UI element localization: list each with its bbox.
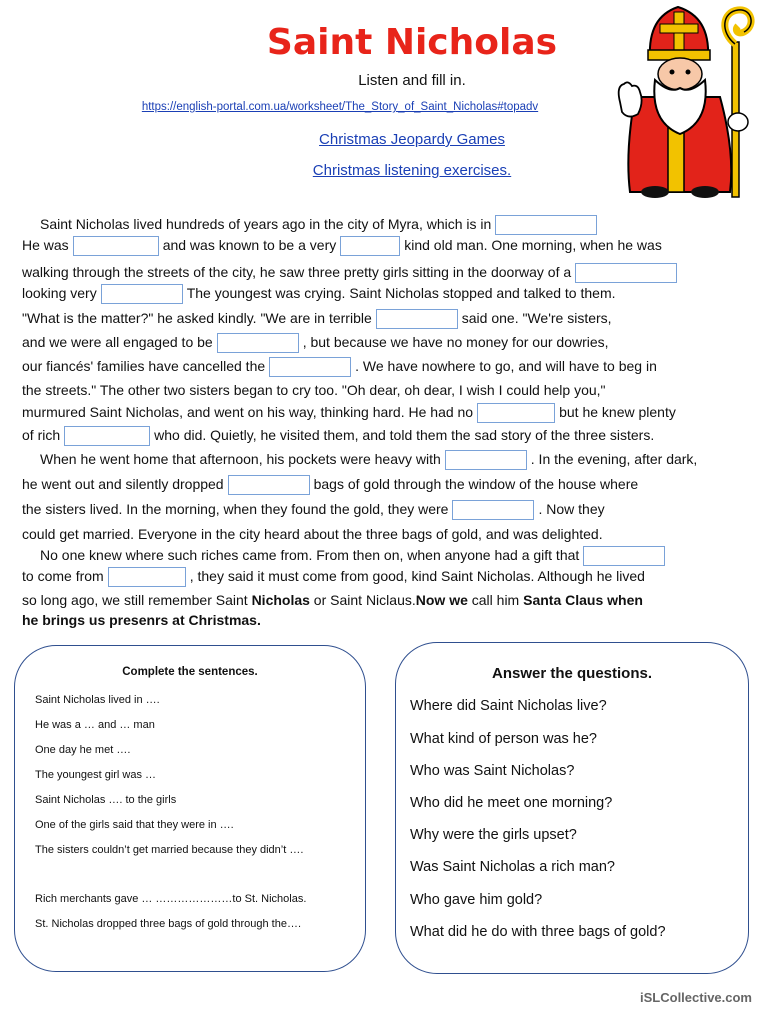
- question-item: Who was Saint Nicholas?: [410, 763, 575, 779]
- story-line: our fiancés' families have cancelled the . We have nowhere to go, and will have to beg in: [22, 356, 657, 377]
- blank-input[interactable]: [583, 546, 665, 566]
- sentence-item: Saint Nicholas …. to the girls: [35, 794, 177, 806]
- sentence-item: St. Nicholas dropped three bags of gold through the….: [35, 918, 302, 930]
- blank-input[interactable]: [495, 215, 597, 235]
- jeopardy-games-link[interactable]: Christmas Jeopardy Games: [319, 131, 505, 148]
- blank-input[interactable]: [217, 333, 299, 353]
- story-line: of rich who did. Quietly, he visited them, and told them the sad story of the three sisters.: [22, 425, 654, 446]
- question-item: Who did he meet one morning?: [410, 795, 613, 811]
- blank-input[interactable]: [269, 357, 351, 377]
- sentence-item: One of the girls said that they were in ….: [35, 819, 234, 831]
- story-line: to come from , they said it must come from good, kind Saint Nicholas. Although he lived: [22, 566, 645, 587]
- blank-input[interactable]: [477, 403, 555, 423]
- site-footer: iSLCollective.com: [640, 990, 752, 1005]
- sentence-item: The youngest girl was …: [35, 769, 157, 781]
- story-line: looking very The youngest was crying. Saint Nicholas stopped and talked to them.: [22, 283, 616, 304]
- source-url-link[interactable]: https://english-portal.com.ua/worksheet/The_Story_of_Saint_Nicholas#topadv: [141, 101, 539, 113]
- saint-nicholas-illustration: [610, 2, 760, 202]
- blank-input[interactable]: [64, 426, 150, 446]
- story-line: and we were all engaged to be , but because we have no money for our dowries,: [22, 332, 609, 353]
- blank-input[interactable]: [101, 284, 183, 304]
- question-item: Who gave him gold?: [410, 892, 543, 908]
- sentence-item: Rich merchants gave … …………………to St. Nicholas.: [35, 893, 307, 905]
- question-item: Was Saint Nicholas a rich man?: [410, 859, 615, 875]
- page-title: Saint Nicholas: [266, 22, 558, 63]
- story-line: the sisters lived. In the morning, when they found the gold, they were . Now they: [22, 499, 605, 520]
- question-item: What kind of person was he?: [410, 731, 597, 747]
- sentence-item: One day he met ….: [35, 744, 131, 756]
- question-item: What did he do with three bags of gold?: [410, 924, 666, 940]
- sentence-item: Saint Nicholas lived in ….: [35, 694, 160, 706]
- complete-sentences-panel: [14, 645, 366, 972]
- page-subtitle: Listen and fill in.: [358, 72, 466, 89]
- blank-input[interactable]: [452, 500, 534, 520]
- story-line: he went out and silently dropped bags of gold through the window of the house where: [22, 474, 638, 495]
- story-line: No one knew where such riches came from. From then on, when anyone had a gift that: [40, 545, 669, 566]
- sentence-item: The sisters couldn’t get married because they didn’t ….: [35, 844, 304, 856]
- blank-input[interactable]: [376, 309, 458, 329]
- complete-heading: Complete the sentences.: [122, 666, 258, 678]
- story-line: he brings us presenrs at Christmas.: [22, 612, 261, 628]
- question-item: Where did Saint Nicholas live?: [410, 698, 607, 714]
- blank-input[interactable]: [445, 450, 527, 470]
- story-line: "What is the matter?" he asked kindly. "We are in terrible said one. "We're sisters,: [22, 308, 612, 329]
- listening-exercises-link[interactable]: Christmas listening exercises.: [312, 162, 512, 179]
- sentence-item: He was a … and … man: [35, 719, 155, 731]
- blank-input[interactable]: [228, 475, 310, 495]
- blank-input[interactable]: [575, 263, 677, 283]
- blank-input[interactable]: [108, 567, 186, 587]
- story-line: He was and was known to be a very kind old man. One morning, when he was: [22, 235, 662, 256]
- story-line: could get married. Everyone in the city heard about the three bags of gold, and was delighted.: [22, 526, 603, 542]
- story-line: walking through the streets of the city, he saw three pretty girls sitting in the doorway of a: [22, 262, 681, 283]
- story-line: the streets." The other two sisters began to cry too. "Oh dear, oh dear, I wish I could help you,": [22, 382, 606, 398]
- blank-input[interactable]: [340, 236, 400, 256]
- answer-questions-panel: [395, 642, 749, 974]
- story-line: Saint Nicholas lived hundreds of years ago in the city of Myra, which is in: [40, 214, 601, 235]
- questions-heading: Answer the questions.: [491, 665, 653, 682]
- story-line: so long ago, we still remember Saint Nicholas or Saint Niclaus.Now we call him Santa Claus when: [22, 592, 643, 608]
- story-line: When he went home that afternoon, his pockets were heavy with . In the evening, after dark,: [40, 449, 697, 470]
- question-item: Why were the girls upset?: [410, 827, 577, 843]
- story-line: murmured Saint Nicholas, and went on his way, thinking hard. He had no but he knew plenty: [22, 402, 676, 423]
- blank-input[interactable]: [73, 236, 159, 256]
